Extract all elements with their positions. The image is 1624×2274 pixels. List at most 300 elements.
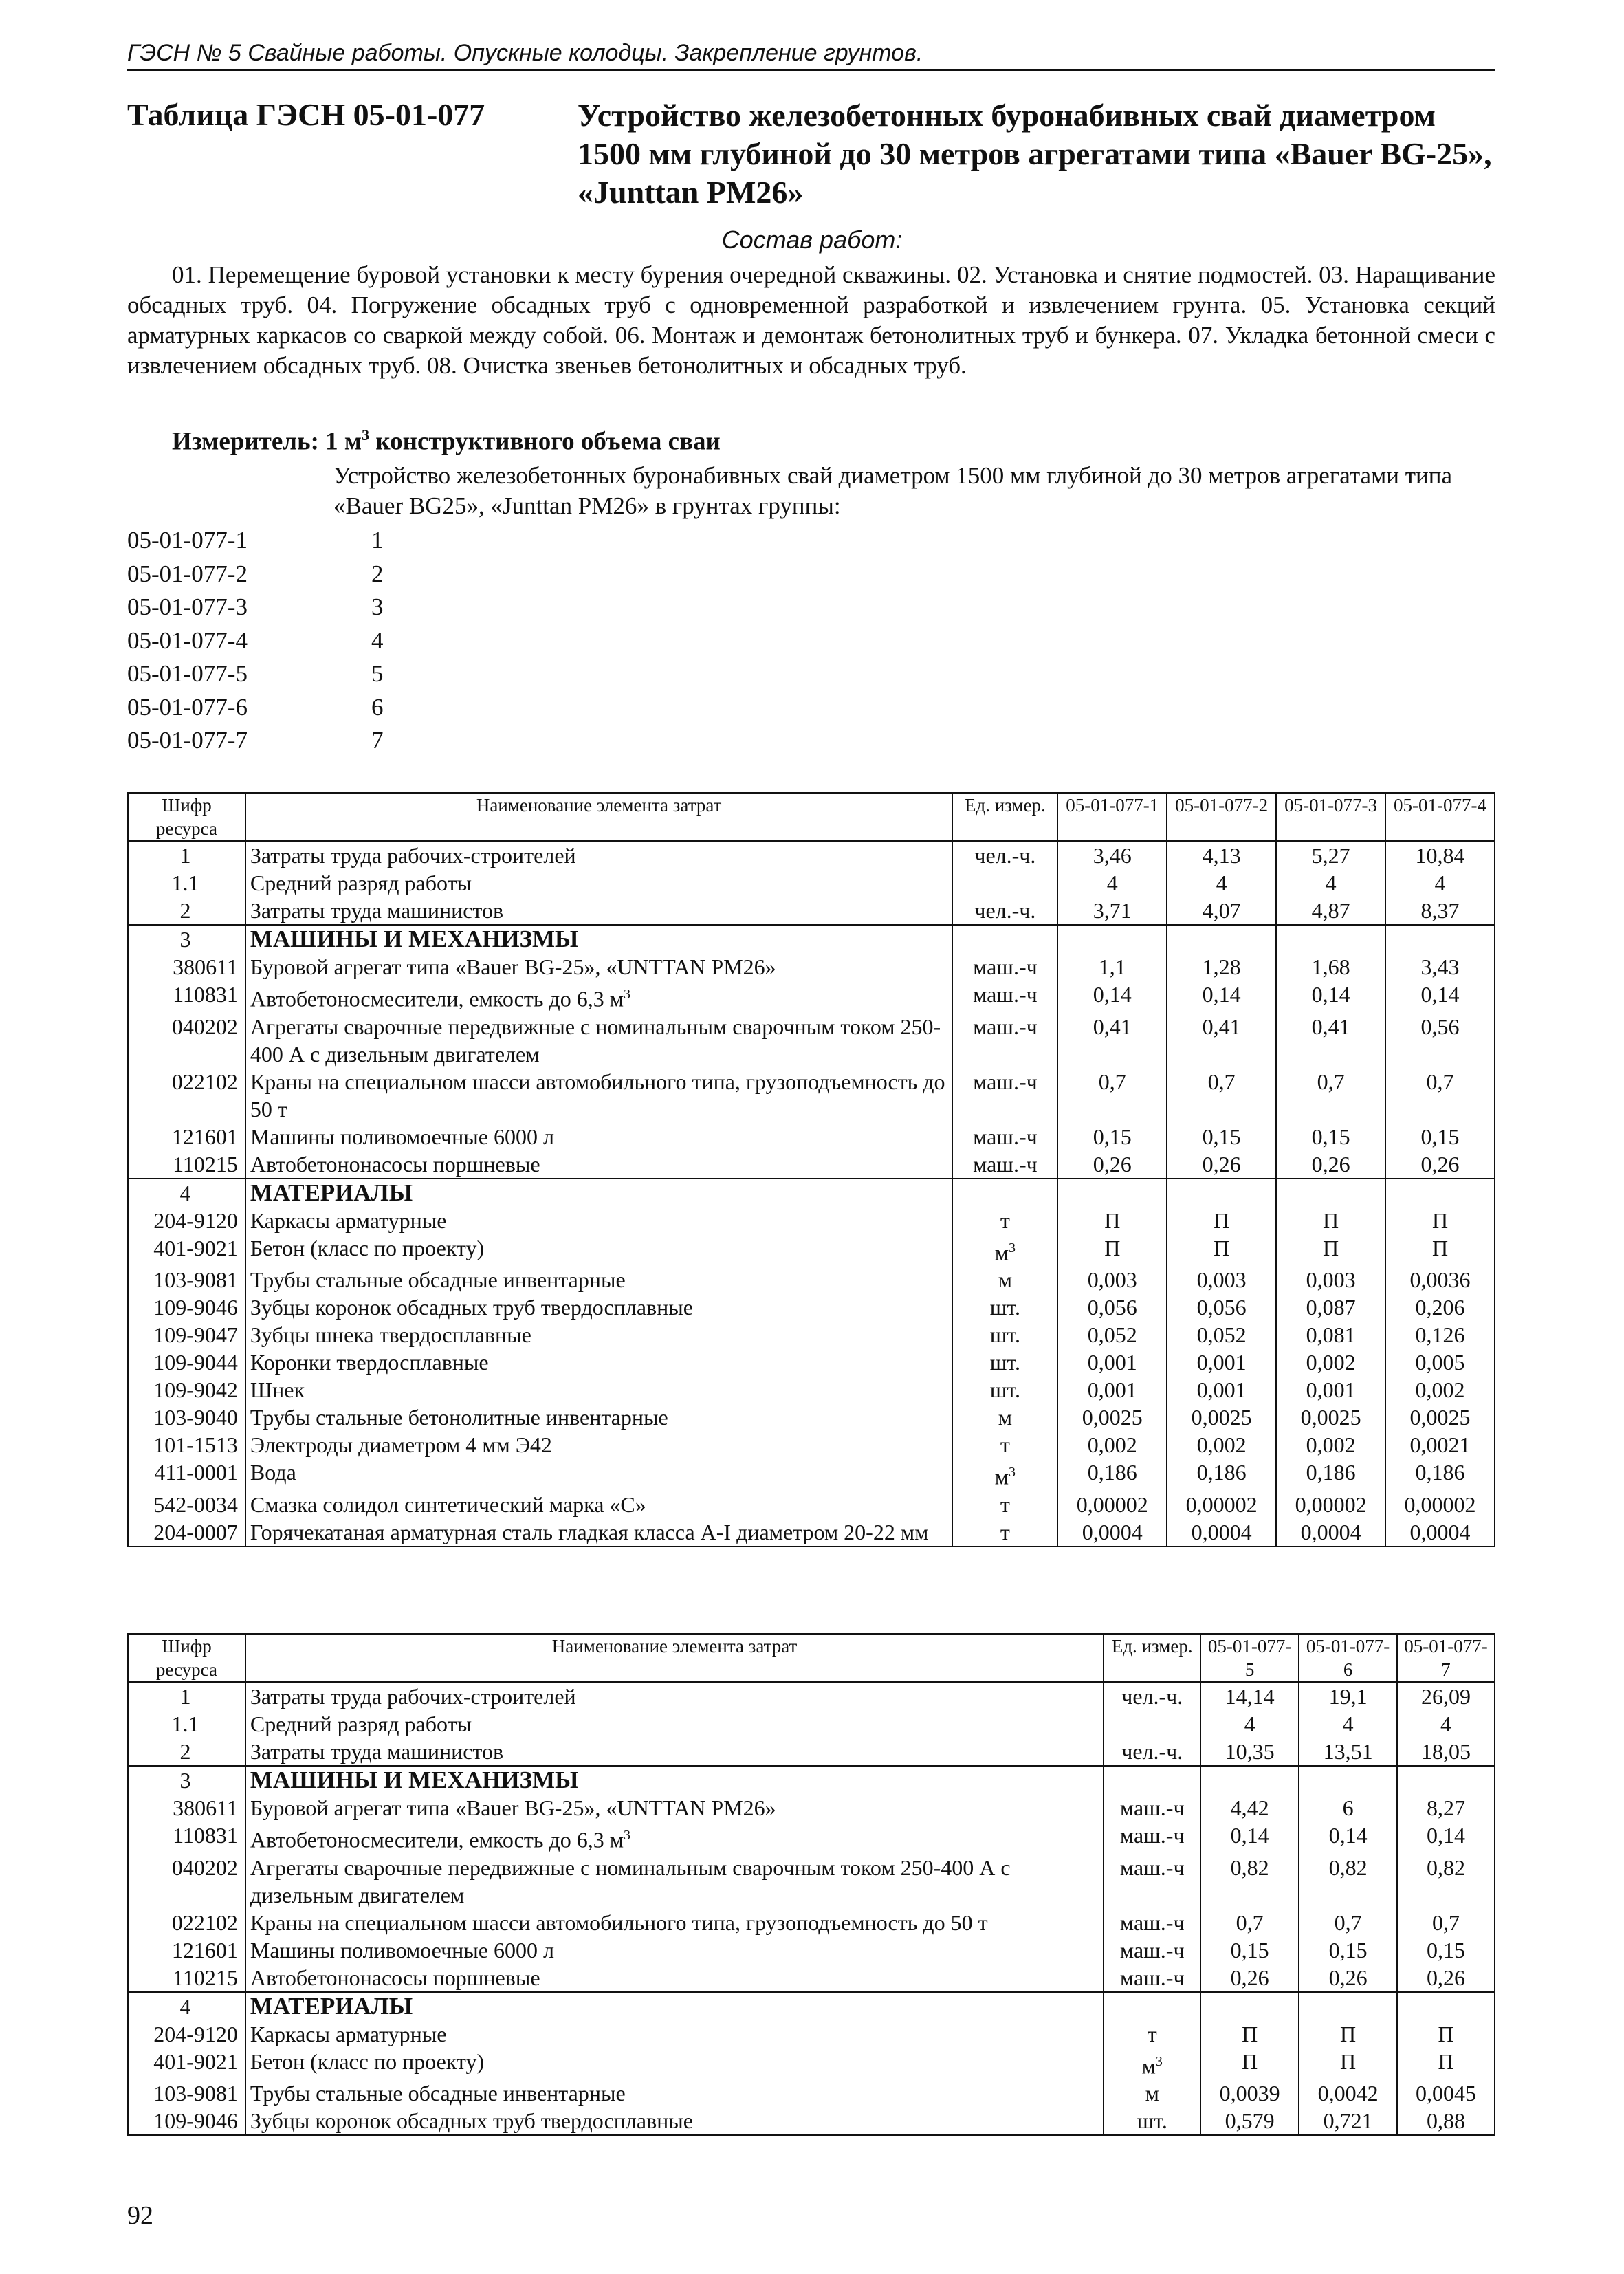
resource-name-text: Агрегаты сварочные передвижные с номинальным сварочным током 250-400 А с дизельным двигателем (250, 1855, 1011, 1907)
norm-value: 0,7 (1057, 1068, 1167, 1123)
soil-group: 4 (371, 626, 384, 654)
resource-name (245, 1013, 953, 1068)
norm-value: 4,87 (1276, 897, 1385, 925)
resource-name (245, 1403, 953, 1431)
resource-name (245, 869, 953, 897)
norm-value: 0,0042 (1299, 2079, 1397, 2107)
composition-heading: Состав работ: (721, 226, 903, 254)
resource-unit (1104, 2020, 1200, 2048)
unit-text: маш.-ч (1119, 1937, 1185, 1963)
resource-name (245, 1738, 1104, 1766)
norm-value: 0,00002 (1385, 1491, 1495, 1518)
resource-code: 1 (128, 841, 245, 869)
table-row (128, 1909, 1495, 1936)
resource-name (245, 1266, 953, 1293)
resource-unit (952, 1207, 1057, 1234)
resource-name-text: Автобетоносмесители, емкость до 6,3 м (250, 1827, 624, 1852)
col-header-code: Шифр ресурса (128, 793, 245, 841)
unit-text: шт. (989, 1350, 1020, 1375)
resource-unit (1104, 1738, 1200, 1766)
resource-code: 401-9021 (128, 2048, 245, 2080)
unit-text: т (1000, 1491, 1010, 1517)
soil-group: 2 (371, 560, 384, 587)
norm-value: П (1200, 2020, 1299, 2048)
resource-unit (952, 1068, 1057, 1123)
resource-name-text: Электроды диаметром 4 мм Э42 (250, 1432, 552, 1458)
resource-name (245, 981, 953, 1013)
norm-value: П (1167, 1234, 1276, 1267)
table-row (128, 1376, 1495, 1403)
unit-text: маш.-ч (973, 954, 1038, 979)
norm-value: 0,82 (1200, 1854, 1299, 1909)
norm-value: 0,0025 (1057, 1403, 1167, 1431)
resource-name (245, 1150, 953, 1179)
col-header-norm: 05-01-077-1 (1057, 793, 1167, 841)
unit-superscript: 3 (1155, 2053, 1163, 2069)
resource-unit (1104, 1822, 1200, 1854)
resource-name (245, 1710, 1104, 1738)
norm-value: 0,186 (1167, 1458, 1276, 1491)
norm-value: 0,052 (1057, 1321, 1167, 1348)
resource-code: 121601 (128, 1936, 245, 1964)
resource-name (245, 1682, 1104, 1710)
norm-value: 10,84 (1385, 841, 1495, 869)
col-header-norm: 05-01-077-4 (1385, 793, 1495, 841)
norm-value: 4 (1057, 869, 1167, 897)
norm-value (1385, 1179, 1495, 1207)
measure-rest: конструктивного объема сваи (369, 427, 721, 456)
resource-name (245, 2107, 1104, 2135)
norm-value: 18,05 (1397, 1738, 1495, 1766)
norm-value: 0,26 (1397, 1964, 1495, 1992)
resource-code: 022102 (128, 1068, 245, 1123)
resource-table-1 (127, 792, 1495, 1547)
resource-name (245, 1458, 953, 1491)
resource-name-text: Горячекатаная арматурная сталь гладкая класса А-I диаметром 20-22 мм (250, 1519, 929, 1544)
unit-text: маш.-ч (973, 1014, 1038, 1039)
table-row (128, 1123, 1495, 1150)
norm-value: 0,82 (1397, 1854, 1495, 1909)
col-header-code: Шифр ресурса (128, 1634, 245, 1682)
norm-value (1200, 1766, 1299, 1794)
unit-text: м (998, 1267, 1012, 1293)
unit-text: шт. (989, 1322, 1020, 1348)
resource-unit (1104, 1682, 1200, 1710)
resource-name (245, 1518, 953, 1546)
norm-value: 0,721 (1299, 2107, 1397, 2135)
resource-unit (1104, 1992, 1200, 2020)
unit-text: м (1145, 2081, 1159, 2106)
resource-name-text: Машины поливомоечные 6000 л (250, 1937, 554, 1963)
norm-value: 0,15 (1057, 1123, 1167, 1150)
norm-code: 05-01-077-6 (127, 693, 248, 721)
table-row (128, 981, 1495, 1013)
norm-value: 4,42 (1200, 1794, 1299, 1822)
norm-value: 0,081 (1276, 1321, 1385, 1348)
norm-value: 0,41 (1057, 1013, 1167, 1068)
resource-code: 121601 (128, 1123, 245, 1150)
resource-name-text: Зубцы шнека твердосплавные (250, 1322, 531, 1348)
resource-unit (952, 841, 1057, 869)
norm-value: 0,206 (1385, 1293, 1495, 1321)
unit-text: маш.-ч (973, 1151, 1038, 1177)
resource-name-text: Буровой агрегат типа «Bauer BG-25», «UNTTAN PM26» (250, 1795, 776, 1820)
resource-code: 380611 (128, 953, 245, 981)
resource-code: 2 (128, 897, 245, 925)
resource-unit (952, 897, 1057, 925)
resource-name-text: Средний разряд работы (250, 871, 472, 895)
resource-name (245, 1909, 1104, 1936)
table-row (128, 1207, 1495, 1234)
norm-value: 0,0025 (1276, 1403, 1385, 1431)
soil-group: 5 (371, 660, 384, 687)
resource-name-text: МАШИНЫ И МЕХАНИЗМЫ (250, 1767, 579, 1793)
resource-code: 109-9046 (128, 2107, 245, 2135)
norm-value (1299, 1766, 1397, 1794)
resource-code: 380611 (128, 1794, 245, 1822)
resource-name-text: Трубы стальные обсадные инвентарные (250, 1267, 626, 1293)
unit-text: м (994, 1240, 1009, 1265)
table-row (128, 1491, 1495, 1518)
col-header-unit: Ед. измер. (1104, 1634, 1200, 1682)
norm-value: 4,13 (1167, 841, 1276, 869)
resource-table-2 (127, 1633, 1495, 2136)
composition-text: 01. Перемещение буровой установки к месту бурения очередной скважины. 02. Установка и снятие подмостей. 03. Наращивание обсадных труб. 04. Погружение обсадных труб с одновременной разработкой и извлечением грунта. 05. Установка секций арматурных каркасов со сваркой между собой. 06. Монтаж и демонтаж бетонолитных труб и бункера. 07. Укладка бетонной смеси с извлечением обсадных труб. 08. Очистка звеньев бетонолитных и обсадных труб. (127, 261, 1495, 379)
resource-code: 411-0001 (128, 1458, 245, 1491)
unit-superscript: 3 (623, 1828, 630, 1843)
resource-code: 3 (128, 925, 245, 953)
table-row (128, 2107, 1495, 2135)
norm-value: 0,005 (1385, 1348, 1495, 1376)
norm-value: 0,26 (1167, 1150, 1276, 1179)
norm-value: 3,71 (1057, 897, 1167, 925)
code-list-item (127, 591, 384, 624)
resource-code: 204-0007 (128, 1518, 245, 1546)
norm-value: 0,056 (1167, 1293, 1276, 1321)
table-row (128, 1936, 1495, 1964)
norm-value: 0,7 (1397, 1909, 1495, 1936)
table-row (128, 1822, 1495, 1854)
norm-value: 5,27 (1276, 841, 1385, 869)
norm-value: 0,0004 (1167, 1518, 1276, 1546)
norm-value: 14,14 (1200, 1682, 1299, 1710)
resource-unit (952, 1321, 1057, 1348)
norm-value: 0,82 (1299, 1854, 1397, 1909)
resource-name-text: Машины поливомоечные 6000 л (250, 1124, 554, 1149)
norm-value: 0,14 (1397, 1822, 1495, 1854)
norm-value: 0,56 (1385, 1013, 1495, 1068)
resource-name-text: Бетон (класс по проекту) (250, 1235, 485, 1260)
resource-name-text: Автобетононасосы поршневые (250, 1151, 540, 1177)
resource-unit (952, 1266, 1057, 1293)
unit-text: маш.-ч (1119, 1965, 1185, 1990)
norm-value: 0,002 (1385, 1376, 1495, 1403)
soil-group: 6 (371, 693, 384, 721)
unit-text: чел.-ч. (1121, 1739, 1183, 1764)
resource-unit (1104, 2048, 1200, 2080)
table-title: Устройство железобетонных буронабивных свай диаметром 1500 мм глубиной до 30 метров агрегатами типа «Bauer BG-25», «Junttan PM26» (578, 98, 1492, 210)
norm-value (1299, 1992, 1397, 2020)
resource-code: 040202 (128, 1854, 245, 1909)
norm-value: 0,0004 (1385, 1518, 1495, 1546)
code-list (127, 524, 384, 758)
norm-value: 4 (1385, 869, 1495, 897)
norm-value (1397, 1766, 1495, 1794)
norm-value: 0,41 (1276, 1013, 1385, 1068)
norm-value: 0,001 (1057, 1376, 1167, 1403)
table-row (128, 1431, 1495, 1458)
table-row (128, 1150, 1495, 1179)
norm-value: 0,056 (1057, 1293, 1167, 1321)
soil-group: 3 (371, 593, 384, 620)
norm-code: 05-01-077-2 (127, 560, 248, 587)
resource-unit (952, 1431, 1057, 1458)
resource-unit (1104, 1936, 1200, 1964)
table-row (128, 1403, 1495, 1431)
code-list-item (127, 524, 384, 558)
norm-value: 0,15 (1276, 1123, 1385, 1150)
unit-text: м (1141, 2053, 1156, 2079)
resource-name-text: Вода (250, 1460, 296, 1485)
norm-value: 0,26 (1200, 1964, 1299, 1992)
table-row (128, 2048, 1495, 2080)
norm-value: П (1167, 1207, 1276, 1234)
resource-unit (1104, 1854, 1200, 1909)
resource-code: 103-9081 (128, 2079, 245, 2107)
resource-unit (1104, 1964, 1200, 1992)
table-row (128, 1964, 1495, 1992)
norm-value: 0,15 (1167, 1123, 1276, 1150)
norm-value: 0,001 (1167, 1348, 1276, 1376)
table-row (128, 1348, 1495, 1376)
table-row (128, 841, 1495, 869)
unit-text: т (1147, 2021, 1157, 2046)
norm-value: 0,15 (1299, 1936, 1397, 1964)
unit-text: шт. (989, 1295, 1020, 1320)
norm-value: П (1385, 1234, 1495, 1267)
resource-name (245, 1936, 1104, 1964)
unit-text: шт. (1137, 2108, 1167, 2134)
unit-text: м (994, 1464, 1009, 1489)
table-row (128, 1293, 1495, 1321)
norm-value (1057, 925, 1167, 953)
resource-code: 2 (128, 1738, 245, 1766)
unit-text: маш.-ч (973, 982, 1038, 1007)
table-row (128, 897, 1495, 925)
unit-text: маш.-ч (973, 1124, 1038, 1149)
resource-name (245, 1964, 1104, 1992)
norm-value: 0,7 (1200, 1909, 1299, 1936)
norm-value: 0,14 (1167, 981, 1276, 1013)
norm-value (1276, 925, 1385, 953)
norm-value: 0,0036 (1385, 1266, 1495, 1293)
resource-code: 022102 (128, 1909, 245, 1936)
norm-value: П (1057, 1207, 1167, 1234)
norm-code: 05-01-077-3 (127, 593, 248, 620)
unit-text: чел.-ч. (974, 898, 1036, 923)
norm-value: 0,00002 (1167, 1491, 1276, 1518)
soil-group: 7 (371, 727, 384, 754)
resource-name (245, 2048, 1104, 2080)
col-header-norm: 05-01-077-2 (1167, 793, 1276, 841)
resource-code: 1.1 (128, 869, 245, 897)
norm-value: 13,51 (1299, 1738, 1397, 1766)
section-row (128, 1992, 1495, 2020)
resource-name-text: Бетон (класс по проекту) (250, 2048, 485, 2074)
norm-value: 0,001 (1276, 1376, 1385, 1403)
norm-value: П (1397, 2020, 1495, 2048)
resource-unit (1104, 1909, 1200, 1936)
norm-value: 0,087 (1276, 1293, 1385, 1321)
resource-name (245, 1123, 953, 1150)
unit-superscript: 3 (1009, 1465, 1016, 1480)
norm-value: 1,28 (1167, 953, 1276, 981)
norm-value: 0,003 (1276, 1266, 1385, 1293)
unit-text: маш.-ч (1119, 1795, 1185, 1820)
resource-name-text: МАТЕРИАЛЫ (250, 1179, 413, 1206)
resource-unit (1104, 1710, 1200, 1738)
col-header-norm: 05-01-077-5 (1200, 1634, 1299, 1682)
norm-code: 05-01-077-7 (127, 727, 248, 754)
resource-code: 110215 (128, 1964, 245, 1992)
resource-name (245, 925, 953, 953)
resource-code: 4 (128, 1992, 245, 2020)
resource-name-text: Затраты труда машинистов (250, 898, 504, 923)
norm-value: 0,0025 (1385, 1403, 1495, 1431)
norm-code: 05-01-077-5 (127, 660, 248, 687)
resource-code: 040202 (128, 1013, 245, 1068)
resource-name (245, 1766, 1104, 1794)
table-row (128, 1518, 1495, 1546)
resource-name (245, 1376, 953, 1403)
resource-name-text: МАШИНЫ И МЕХАНИЗМЫ (250, 926, 579, 952)
resource-code: 103-9040 (128, 1403, 245, 1431)
norm-value: 1,68 (1276, 953, 1385, 981)
resource-name (245, 1822, 1104, 1854)
norm-value: 0,001 (1057, 1348, 1167, 1376)
norm-value: 0,0045 (1397, 2079, 1495, 2107)
norm-value: 0,003 (1057, 1266, 1167, 1293)
norm-value: 0,7 (1385, 1068, 1495, 1123)
measure-unit (172, 426, 721, 456)
norm-value (1167, 1179, 1276, 1207)
norm-value: П (1276, 1234, 1385, 1267)
resource-name (245, 1491, 953, 1518)
resource-unit (952, 1491, 1057, 1518)
table-row (128, 1738, 1495, 1766)
norm-value: П (1299, 2020, 1397, 2048)
table-row (128, 1013, 1495, 1068)
resource-code: 110831 (128, 981, 245, 1013)
unit-text: т (1000, 1432, 1010, 1458)
col-header-name: Наименование элемента затрат (245, 793, 953, 841)
col-header-unit: Ед. измер. (952, 793, 1057, 841)
resource-name (245, 1293, 953, 1321)
resource-code: 109-9047 (128, 1321, 245, 1348)
resource-unit (952, 1518, 1057, 1546)
norm-value: П (1397, 2048, 1495, 2080)
resource-name (245, 1068, 953, 1123)
resource-name-text: Трубы стальные обсадные инвентарные (250, 2081, 626, 2106)
norm-value: 0,186 (1057, 1458, 1167, 1491)
resource-unit (952, 1123, 1057, 1150)
resource-code: 110215 (128, 1150, 245, 1179)
norm-value: П (1200, 2048, 1299, 2080)
norm-value (1057, 1179, 1167, 1207)
norm-code: 05-01-077-1 (127, 527, 248, 554)
norm-value: 0,0004 (1276, 1518, 1385, 1546)
norm-value: 0,0025 (1167, 1403, 1276, 1431)
unit-text: т (1000, 1207, 1010, 1233)
resource-unit (952, 1376, 1057, 1403)
table-row (128, 1710, 1495, 1738)
resource-name (245, 897, 953, 925)
table-row (128, 1682, 1495, 1710)
resource-unit (952, 1179, 1057, 1207)
norm-value: 0,15 (1200, 1936, 1299, 1964)
resource-unit (952, 1458, 1057, 1491)
norm-value: 0,7 (1167, 1068, 1276, 1123)
resource-code: 103-9081 (128, 1266, 245, 1293)
resource-name (245, 841, 953, 869)
norm-value: П (1057, 1234, 1167, 1267)
resource-unit (952, 1348, 1057, 1376)
resource-name (245, 2079, 1104, 2107)
norm-value (1397, 1992, 1495, 2020)
norm-value: 0,002 (1276, 1431, 1385, 1458)
resource-unit (952, 953, 1057, 981)
resource-unit (1104, 1766, 1200, 1794)
col-header-norm: 05-01-077-7 (1397, 1634, 1495, 1682)
unit-superscript: 3 (623, 987, 630, 1002)
table-row (128, 1458, 1495, 1491)
norm-value: 0,052 (1167, 1321, 1276, 1348)
resource-name (245, 1794, 1104, 1822)
code-list-item (127, 558, 384, 591)
norm-value: 0,0004 (1057, 1518, 1167, 1546)
resource-name (245, 1854, 1104, 1909)
unit-text: чел.-ч. (974, 843, 1036, 868)
norm-value: 0,0039 (1200, 2079, 1299, 2107)
resource-code: 204-9120 (128, 1207, 245, 1234)
resource-name-text: Каркасы арматурные (250, 2021, 447, 2046)
norm-value: 0,186 (1385, 1458, 1495, 1491)
norm-value: 0,003 (1167, 1266, 1276, 1293)
norm-value: 0,14 (1385, 981, 1495, 1013)
table-row (128, 2020, 1495, 2048)
norm-value: 0,126 (1385, 1321, 1495, 1348)
table-number: Таблица ГЭСН 05-01-077 (127, 97, 485, 132)
resource-code: 1 (128, 1682, 245, 1710)
resource-unit (952, 981, 1057, 1013)
norm-value: 0,002 (1167, 1431, 1276, 1458)
resource-code: 4 (128, 1179, 245, 1207)
resource-unit (952, 925, 1057, 953)
measure-label: Измеритель: 1 м (172, 427, 362, 456)
section-row (128, 1179, 1495, 1207)
page-number: 92 (127, 2201, 153, 2230)
norm-value: 8,37 (1385, 897, 1495, 925)
table-row (128, 1794, 1495, 1822)
resource-name-text: Трубы стальные бетонолитные инвентарные (250, 1405, 668, 1430)
resource-unit (952, 1293, 1057, 1321)
norm-value: 0,001 (1167, 1376, 1276, 1403)
resource-code: 109-9044 (128, 1348, 245, 1376)
norm-value: 4 (1200, 1710, 1299, 1738)
resource-name-text: Агрегаты сварочные передвижные с номинальным сварочным током 250-400 А с дизельным двигателем (250, 1014, 941, 1067)
norm-value: 8,27 (1397, 1794, 1495, 1822)
section-row (128, 925, 1495, 953)
